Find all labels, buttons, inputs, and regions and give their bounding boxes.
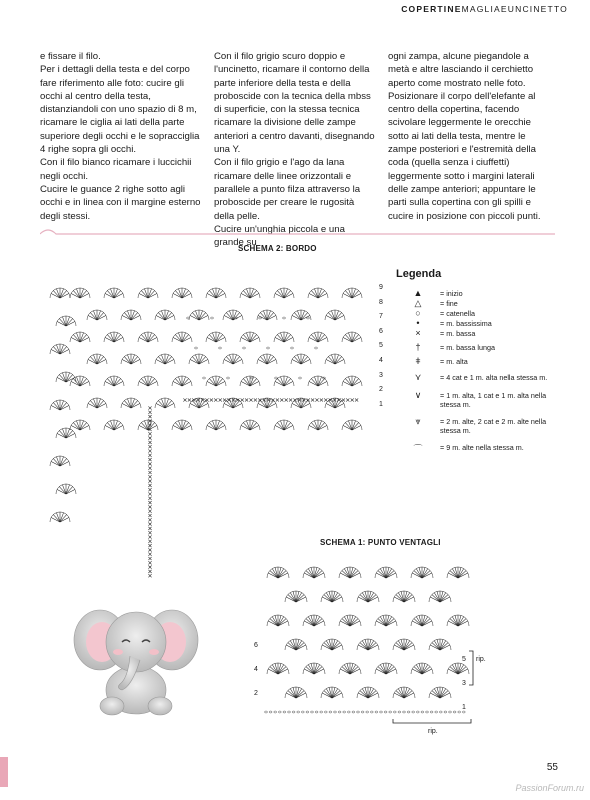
shell-fan-mark bbox=[240, 332, 260, 342]
shell-fan-mark bbox=[357, 591, 379, 602]
single-crochet-mark bbox=[245, 398, 248, 401]
single-crochet-mark bbox=[197, 398, 200, 401]
chain-mark bbox=[283, 317, 286, 319]
chain-mark bbox=[292, 711, 295, 713]
shell-fan-mark bbox=[308, 376, 328, 386]
single-crochet-mark bbox=[280, 398, 283, 401]
single-crochet-mark bbox=[148, 492, 151, 495]
paragraph: Per i dettagli della testa e del corpo fare riferimento alle foto: cucire gli occhi al centro della testa, distanziandoli con uno spazio di 8 m, ricamare le ciglia ai lati della parte superiore degli occhi e le sopracciglia 4 righe sopra gli occhi. bbox=[40, 64, 200, 156]
chain-mark bbox=[412, 711, 415, 713]
schema2-row-number: 6 bbox=[379, 327, 383, 335]
legend-symbol: ǂ bbox=[415, 356, 421, 366]
chain-mark bbox=[375, 711, 378, 713]
chain-mark bbox=[439, 711, 442, 713]
shell-fan-mark bbox=[257, 354, 277, 364]
legend-label: = catenella bbox=[440, 309, 475, 318]
shell-fan-mark bbox=[70, 420, 90, 430]
schema2-row-number: 9 bbox=[379, 284, 383, 291]
single-crochet-mark bbox=[148, 419, 151, 422]
shell-fan-mark bbox=[206, 332, 226, 342]
chain-mark bbox=[366, 711, 369, 713]
schema2-row-number: 5 bbox=[379, 342, 383, 350]
shell-fan-mark bbox=[339, 567, 361, 578]
schema2-row-number: 3 bbox=[379, 371, 383, 379]
chain-mark bbox=[453, 711, 456, 713]
vertical-repeat-label: rip. bbox=[476, 656, 486, 663]
watermark: PassionForum.ru bbox=[515, 783, 584, 793]
shell-fan-mark bbox=[285, 687, 307, 698]
shell-fan-mark bbox=[285, 639, 307, 650]
single-crochet-mark bbox=[311, 398, 314, 401]
legend-symbol: ⌒ bbox=[413, 444, 423, 454]
single-crochet-mark bbox=[342, 398, 345, 401]
single-crochet-mark bbox=[148, 561, 151, 564]
chain-mark bbox=[324, 711, 327, 713]
schema1-crochet-chart bbox=[262, 556, 472, 716]
shell-fan-mark bbox=[291, 310, 311, 320]
single-crochet-mark bbox=[289, 398, 292, 401]
header-section: COPERTINE bbox=[401, 4, 462, 14]
schema1-row-number: 2 bbox=[254, 690, 258, 697]
chain-mark bbox=[203, 377, 206, 379]
chain-mark bbox=[259, 317, 262, 319]
single-crochet-mark bbox=[148, 471, 151, 474]
single-crochet-mark bbox=[324, 398, 327, 401]
shell-fan-mark bbox=[121, 398, 141, 408]
chain-mark bbox=[301, 711, 304, 713]
single-crochet-mark bbox=[219, 398, 222, 401]
chain-mark bbox=[288, 711, 291, 713]
chain-mark bbox=[334, 711, 337, 713]
shell-fan-mark bbox=[285, 591, 307, 602]
single-crochet-mark bbox=[276, 398, 279, 401]
shell-fan-mark bbox=[303, 615, 325, 626]
shell-fan-mark bbox=[240, 376, 260, 386]
shell-fan-mark bbox=[50, 344, 70, 354]
single-crochet-mark bbox=[267, 398, 270, 401]
chain-mark bbox=[361, 711, 364, 713]
single-crochet-mark bbox=[148, 415, 151, 418]
running-header bbox=[401, 4, 568, 14]
shell-fan-mark bbox=[155, 398, 175, 408]
single-crochet-mark bbox=[148, 535, 151, 538]
chain-mark bbox=[219, 347, 222, 349]
single-crochet-mark bbox=[315, 398, 318, 401]
chain-mark bbox=[389, 711, 392, 713]
legend-symbol: ⩔ bbox=[415, 416, 421, 426]
shell-fan-mark bbox=[447, 663, 469, 674]
shell-fan-mark bbox=[342, 420, 362, 430]
shell-fan-mark bbox=[339, 663, 361, 674]
chain-mark bbox=[338, 711, 341, 713]
chain-mark bbox=[430, 711, 433, 713]
schema1-row-number: 6 bbox=[254, 642, 258, 649]
single-crochet-mark bbox=[148, 574, 151, 577]
chain-mark bbox=[435, 711, 438, 713]
legend-label: = fine bbox=[440, 299, 458, 308]
chain-mark bbox=[357, 711, 360, 713]
chain-mark bbox=[444, 711, 447, 713]
chain-mark bbox=[299, 377, 302, 379]
chain-mark bbox=[278, 711, 281, 713]
single-crochet-mark bbox=[148, 445, 151, 448]
schema2-row-number: 2 bbox=[379, 386, 383, 394]
shell-fan-mark bbox=[429, 639, 451, 650]
single-crochet-mark bbox=[148, 505, 151, 508]
schema1-row-number: 1 bbox=[462, 704, 466, 711]
horizontal-repeat-bracket bbox=[392, 718, 472, 728]
legend-label: = 4 cat e 1 m. alta nella stessa m. bbox=[440, 373, 548, 382]
single-crochet-mark bbox=[249, 398, 252, 401]
single-crochet-mark bbox=[148, 566, 151, 569]
shell-fan-mark bbox=[223, 310, 243, 320]
shell-fan-mark bbox=[206, 376, 226, 386]
shell-fan-mark bbox=[291, 354, 311, 364]
legend-label: = 2 m. alte, 2 cat e 2 m. alte nella stessa m. bbox=[440, 417, 547, 435]
legend-symbol: ▲ bbox=[413, 288, 423, 298]
shell-fan-mark bbox=[240, 420, 260, 430]
single-crochet-mark bbox=[214, 398, 217, 401]
page-edge-accent bbox=[0, 757, 8, 787]
chain-mark bbox=[267, 347, 270, 349]
shell-fan-mark bbox=[206, 420, 226, 430]
single-crochet-mark bbox=[148, 501, 151, 504]
chain-mark bbox=[416, 711, 419, 713]
shell-fan-mark bbox=[56, 316, 76, 326]
legend-symbol: • bbox=[416, 318, 420, 328]
single-crochet-mark bbox=[148, 570, 151, 573]
shell-fan-mark bbox=[274, 288, 294, 298]
shell-fan-mark bbox=[325, 354, 345, 364]
shell-fan-mark bbox=[303, 663, 325, 674]
shell-fan-mark bbox=[223, 354, 243, 364]
single-crochet-mark bbox=[320, 398, 323, 401]
chain-mark bbox=[393, 711, 396, 713]
chain-mark bbox=[398, 711, 401, 713]
single-crochet-mark bbox=[148, 523, 151, 526]
shell-fan-mark bbox=[429, 687, 451, 698]
chain-mark bbox=[275, 377, 278, 379]
chain-mark bbox=[274, 711, 277, 713]
shell-fan-mark bbox=[240, 288, 260, 298]
paragraph: e fissare il filo. bbox=[40, 51, 101, 62]
chain-mark bbox=[297, 711, 300, 713]
single-crochet-mark bbox=[351, 398, 354, 401]
shell-fan-mark bbox=[257, 310, 277, 320]
shell-fan-mark bbox=[56, 372, 76, 382]
shell-fan-mark bbox=[189, 354, 209, 364]
chain-mark bbox=[227, 377, 230, 379]
shell-fan-mark bbox=[411, 615, 433, 626]
chain-mark bbox=[407, 711, 410, 713]
shell-fan-mark bbox=[447, 567, 469, 578]
chain-mark bbox=[462, 711, 465, 713]
shell-fan-mark bbox=[138, 288, 158, 298]
chain-mark bbox=[352, 711, 355, 713]
single-crochet-mark bbox=[148, 458, 151, 461]
paragraph: Cucire un'unghia piccola e una grande su bbox=[214, 223, 345, 249]
shell-fan-mark bbox=[50, 288, 70, 298]
single-crochet-mark bbox=[232, 398, 235, 401]
chain-mark bbox=[307, 317, 310, 319]
shell-fan-mark bbox=[104, 376, 124, 386]
single-crochet-mark bbox=[148, 480, 151, 483]
paragraph: Con il filo bianco ricamare i luccichii negli occhi. bbox=[40, 157, 192, 182]
schema1-row-number: 4 bbox=[254, 666, 258, 673]
legend-symbol: △ bbox=[414, 298, 422, 308]
shell-fan-mark bbox=[411, 567, 433, 578]
single-crochet-mark bbox=[148, 467, 151, 470]
shell-fan-mark bbox=[429, 591, 451, 602]
chain-mark bbox=[315, 711, 318, 713]
single-crochet-mark bbox=[148, 475, 151, 478]
shell-fan-mark bbox=[155, 310, 175, 320]
single-crochet-mark bbox=[148, 548, 151, 551]
shell-fan-mark bbox=[267, 567, 289, 578]
legend-symbol: × bbox=[415, 328, 421, 338]
chain-mark bbox=[426, 711, 429, 713]
shell-fan-mark bbox=[357, 639, 379, 650]
shell-fan-mark bbox=[339, 615, 361, 626]
schema1-row-number: 5 bbox=[462, 656, 466, 663]
shell-fan-mark bbox=[87, 398, 107, 408]
chain-mark bbox=[195, 347, 198, 349]
schema2-row-number: 4 bbox=[379, 357, 383, 364]
shell-fan-mark bbox=[172, 288, 192, 298]
shell-fan-mark bbox=[87, 354, 107, 364]
shell-fan-mark bbox=[121, 310, 141, 320]
single-crochet-mark bbox=[205, 398, 208, 401]
single-crochet-mark bbox=[148, 441, 151, 444]
legend-label: = m. bassa lunga bbox=[440, 343, 495, 352]
chain-mark bbox=[320, 711, 323, 713]
horizontal-repeat-label: rip. bbox=[428, 728, 438, 735]
single-crochet-mark bbox=[148, 406, 151, 409]
shell-fan-mark bbox=[56, 428, 76, 438]
legend-symbol: ∨ bbox=[414, 390, 422, 400]
single-crochet-mark bbox=[188, 398, 191, 401]
legend-label: = m. bassa bbox=[440, 329, 476, 338]
chain-mark bbox=[449, 711, 452, 713]
schema1-title: SCHEMA 1: PUNTO VENTAGLI bbox=[320, 538, 441, 547]
text-column-1 bbox=[40, 50, 202, 223]
shell-fan-mark bbox=[411, 663, 433, 674]
chain-mark bbox=[403, 711, 406, 713]
shell-fan-mark bbox=[104, 420, 124, 430]
shell-fan-mark bbox=[308, 288, 328, 298]
shell-fan-mark bbox=[274, 332, 294, 342]
shell-fan-mark bbox=[274, 376, 294, 386]
chain-mark bbox=[211, 317, 214, 319]
chain-mark bbox=[421, 711, 424, 713]
chain-mark bbox=[311, 711, 314, 713]
single-crochet-mark bbox=[183, 398, 186, 401]
legend-label: = 9 m. alte nella stessa m. bbox=[440, 443, 524, 452]
single-crochet-mark bbox=[346, 398, 349, 401]
shell-fan-mark bbox=[138, 376, 158, 386]
single-crochet-mark bbox=[148, 411, 151, 414]
shell-fan-mark bbox=[70, 332, 90, 342]
vertical-repeat-bracket bbox=[468, 650, 476, 686]
shell-fan-mark bbox=[138, 332, 158, 342]
single-crochet-mark bbox=[355, 398, 358, 401]
schema1-row-number: 3 bbox=[462, 680, 466, 687]
single-crochet-mark bbox=[333, 398, 336, 401]
shell-fan-mark bbox=[104, 288, 124, 298]
shell-fan-mark bbox=[172, 376, 192, 386]
shell-fan-mark bbox=[267, 615, 289, 626]
shell-fan-mark bbox=[267, 663, 289, 674]
shell-fan-mark bbox=[393, 687, 415, 698]
single-crochet-mark bbox=[148, 518, 151, 521]
shell-fan-mark bbox=[104, 332, 124, 342]
shell-fan-mark bbox=[447, 615, 469, 626]
single-crochet-mark bbox=[148, 553, 151, 556]
wavy-divider bbox=[40, 224, 555, 238]
header-magazine: MAGLIAEUNCINETTO bbox=[461, 4, 568, 14]
single-crochet-mark bbox=[223, 398, 226, 401]
shell-fan-mark bbox=[357, 687, 379, 698]
shell-fan-mark bbox=[393, 639, 415, 650]
shell-fan-mark bbox=[70, 376, 90, 386]
page-number: 55 bbox=[546, 762, 558, 773]
chain-mark bbox=[315, 347, 318, 349]
shell-fan-mark bbox=[375, 615, 397, 626]
shell-fan-mark bbox=[321, 687, 343, 698]
elephant-illustration bbox=[70, 600, 202, 718]
chain-mark bbox=[283, 711, 286, 713]
shell-fan-mark bbox=[50, 400, 70, 410]
shell-fan-mark bbox=[138, 420, 158, 430]
legend-symbol: ⋎ bbox=[414, 372, 422, 382]
shell-fan-mark bbox=[375, 663, 397, 674]
chain-mark bbox=[243, 347, 246, 349]
chain-mark bbox=[380, 711, 383, 713]
single-crochet-mark bbox=[148, 432, 151, 435]
shell-fan-mark bbox=[342, 376, 362, 386]
paragraph: Con il filo grigio e l'ago da lana ricamare delle linee orizzontali e parallele a punto filza attraverso la proboscide per creare le rugosità della pelle. bbox=[214, 157, 361, 222]
single-crochet-mark bbox=[210, 398, 213, 401]
legend-title: Legenda bbox=[396, 268, 442, 280]
single-crochet-mark bbox=[148, 488, 151, 491]
chain-mark bbox=[370, 711, 373, 713]
schema2-row-number: 1 bbox=[379, 400, 383, 408]
shell-fan-mark bbox=[308, 332, 328, 342]
single-crochet-mark bbox=[148, 497, 151, 500]
legend-label: = m. bassissima bbox=[440, 319, 492, 328]
legend-symbol: ○ bbox=[415, 308, 421, 318]
shell-fan-mark bbox=[70, 288, 90, 298]
shell-fan-mark bbox=[321, 591, 343, 602]
single-crochet-mark bbox=[148, 557, 151, 560]
shell-fan-mark bbox=[321, 639, 343, 650]
single-crochet-mark bbox=[285, 398, 288, 401]
shell-fan-mark bbox=[303, 567, 325, 578]
single-crochet-mark bbox=[254, 398, 257, 401]
single-crochet-mark bbox=[148, 544, 151, 547]
paragraph: ogni zampa, alcune piegandole a metà e altre lasciando il cerchietto aperto come mostrato nelle foto. bbox=[388, 51, 534, 89]
chain-mark bbox=[347, 711, 350, 713]
single-crochet-mark bbox=[148, 449, 151, 452]
chain-mark bbox=[458, 711, 461, 713]
shell-fan-mark bbox=[308, 420, 328, 430]
single-crochet-mark bbox=[148, 540, 151, 543]
shell-fan-mark bbox=[393, 591, 415, 602]
single-crochet-mark bbox=[298, 398, 301, 401]
chain-mark bbox=[269, 711, 272, 713]
schema2-title: SCHEMA 2: BORDO bbox=[238, 244, 317, 253]
text-column-2 bbox=[214, 50, 376, 249]
paragraph: Con il filo grigio scuro doppio e l'uncinetto, ricamare il contorno della parte inferiore della testa e della proboscide con la tecnica della mbss di superficie, con la stessa tecnica ricamare la divisione delle zampe anteriori a centro davanti, disegnando una Y. bbox=[214, 51, 375, 156]
single-crochet-mark bbox=[148, 437, 151, 440]
shell-fan-mark bbox=[172, 332, 192, 342]
single-crochet-mark bbox=[148, 454, 151, 457]
schema2-row-number: 8 bbox=[379, 298, 383, 306]
single-crochet-mark bbox=[148, 527, 151, 530]
chain-mark bbox=[343, 711, 346, 713]
single-crochet-mark bbox=[148, 531, 151, 534]
paragraph: Posizionare il corpo dell'elefante al centro della copertina, facendo scivolare leggermente le orecchie sotto ai lati della testa, mentre le zampe posteriori e l'estremità della coda (quella senza i ciuffetti) leggermente sotto i margini laterali delle zampe anteriori; appuntare le parti sulla copertina con gli spilli e cucire in posizione con piccoli punti. bbox=[388, 90, 541, 222]
shell-fan-mark bbox=[87, 310, 107, 320]
single-crochet-mark bbox=[148, 462, 151, 465]
legend-label: = 1 m. alta, 1 cat e 1 m. alta nella stessa m. bbox=[440, 391, 547, 409]
shell-fan-mark bbox=[375, 567, 397, 578]
shell-fan-mark bbox=[189, 310, 209, 320]
chain-mark bbox=[329, 711, 332, 713]
shell-fan-mark bbox=[342, 332, 362, 342]
chain-mark bbox=[384, 711, 387, 713]
legend-label: = m. alta bbox=[440, 357, 468, 366]
shell-fan-mark bbox=[206, 288, 226, 298]
shell-fan-mark bbox=[50, 456, 70, 466]
legend-symbol: † bbox=[415, 342, 421, 352]
shell-fan-mark bbox=[50, 512, 70, 522]
shell-fan-mark bbox=[172, 420, 192, 430]
schema2-row-number: 7 bbox=[379, 313, 383, 321]
single-crochet-mark bbox=[241, 398, 244, 401]
shell-fan-mark bbox=[342, 288, 362, 298]
legend-label: = inizio bbox=[440, 289, 463, 298]
shell-fan-mark bbox=[274, 420, 294, 430]
shell-fan-mark bbox=[56, 484, 76, 494]
chain-mark bbox=[291, 347, 294, 349]
paragraph: Cucire le guance 2 righe sotto agli occhi e in linea con il margine esterno degli stessi. bbox=[40, 183, 201, 222]
single-crochet-mark bbox=[148, 510, 151, 513]
single-crochet-mark bbox=[148, 514, 151, 517]
single-crochet-mark bbox=[148, 484, 151, 487]
shell-fan-mark bbox=[155, 354, 175, 364]
shell-fan-mark bbox=[121, 354, 141, 364]
chain-mark bbox=[265, 711, 268, 713]
chain-mark bbox=[306, 711, 309, 713]
text-column-3 bbox=[388, 50, 550, 223]
shell-fan-mark bbox=[325, 310, 345, 320]
